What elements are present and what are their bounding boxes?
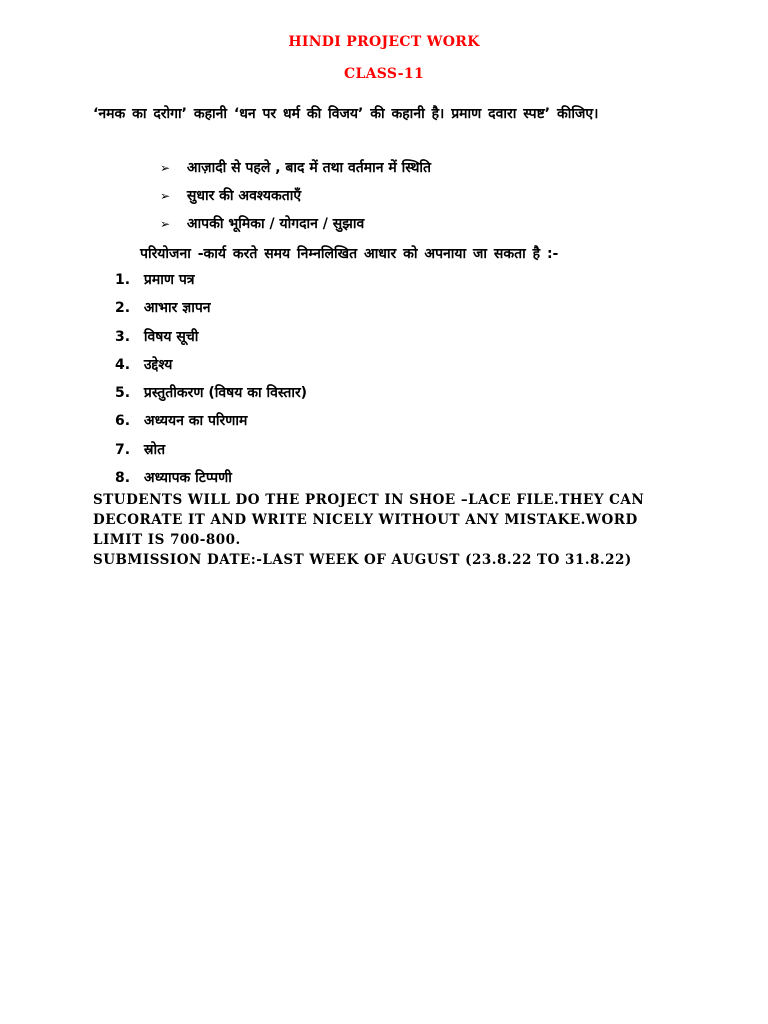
arrow-bullet-icon: ➢	[160, 217, 171, 231]
item-number: 8.	[115, 470, 131, 487]
item-number: 1.	[115, 272, 131, 288]
item-number: 3.	[115, 328, 131, 345]
item-text: उद्देश्य	[143, 356, 173, 373]
item-text: प्रमाण पत्र	[143, 272, 195, 288]
instruction-line: STUDENTS WILL DO THE PROJECT IN SHOE –LACE FILE.THEY CAN	[93, 492, 645, 508]
bullet-text: आपकी भूमिका / योगदान / सुझाव	[186, 216, 365, 232]
class-label: CLASS-11	[344, 66, 424, 82]
list-item	[115, 407, 307, 435]
list-item	[115, 464, 307, 492]
instruction-line: DECORATE IT AND WRITE NICELY WITHOUT ANY MISTAKE.WORD	[93, 512, 638, 528]
list-item	[115, 266, 307, 294]
item-number: 5.	[115, 385, 131, 402]
document-title: HINDI PROJECT WORK	[288, 34, 480, 50]
bullet-text: आज़ादी से पहले , बाद में तथा वर्तमान में स्थिति	[186, 160, 432, 176]
item-number: 6.	[115, 413, 131, 430]
list-item	[115, 351, 307, 379]
list-item	[115, 294, 307, 322]
arrow-bullet-icon: ➢	[160, 161, 171, 175]
submission-date: SUBMISSION DATE:-LAST WEEK OF AUGUST (23.8.22 TO 31.8.22)	[93, 552, 632, 568]
item-text: अध्ययन का परिणाम	[143, 413, 248, 430]
item-number: 4.	[115, 356, 131, 373]
numbered-list	[115, 266, 307, 492]
question-text: ‘नमक का दरोगा’ कहानी ‘धन पर धर्म की विजय’ की कहानी है। प्रमाण दवारा स्पष्ट’ कीजिए।	[93, 106, 599, 122]
item-text: अध्यापक टिप्पणी	[143, 470, 232, 487]
bullet-list	[160, 154, 431, 238]
bullet-item	[160, 210, 431, 238]
list-item	[115, 436, 307, 464]
bullet-item	[160, 182, 431, 210]
project-intro: परियोजना -कार्य करते समय निम्नलिखित आधार को अपनाया जा सकता है :-	[140, 246, 559, 262]
list-item	[115, 379, 307, 407]
instruction-line: LIMIT IS 700-800.	[93, 532, 241, 548]
item-text: स्रोत	[143, 441, 166, 458]
item-number: 2.	[115, 300, 131, 317]
list-item	[115, 323, 307, 351]
bullet-text: सुधार की अवश्यकताएँ	[186, 188, 302, 204]
arrow-bullet-icon: ➢	[160, 189, 171, 203]
item-text: विषय सूची	[143, 328, 199, 345]
bullet-item	[160, 154, 431, 182]
item-text: प्रस्तुतीकरण (विषय का विस्तार)	[143, 385, 308, 402]
item-text: आभार ज्ञापन	[143, 300, 211, 317]
item-number: 7.	[115, 441, 131, 458]
instructions-block	[93, 490, 653, 570]
